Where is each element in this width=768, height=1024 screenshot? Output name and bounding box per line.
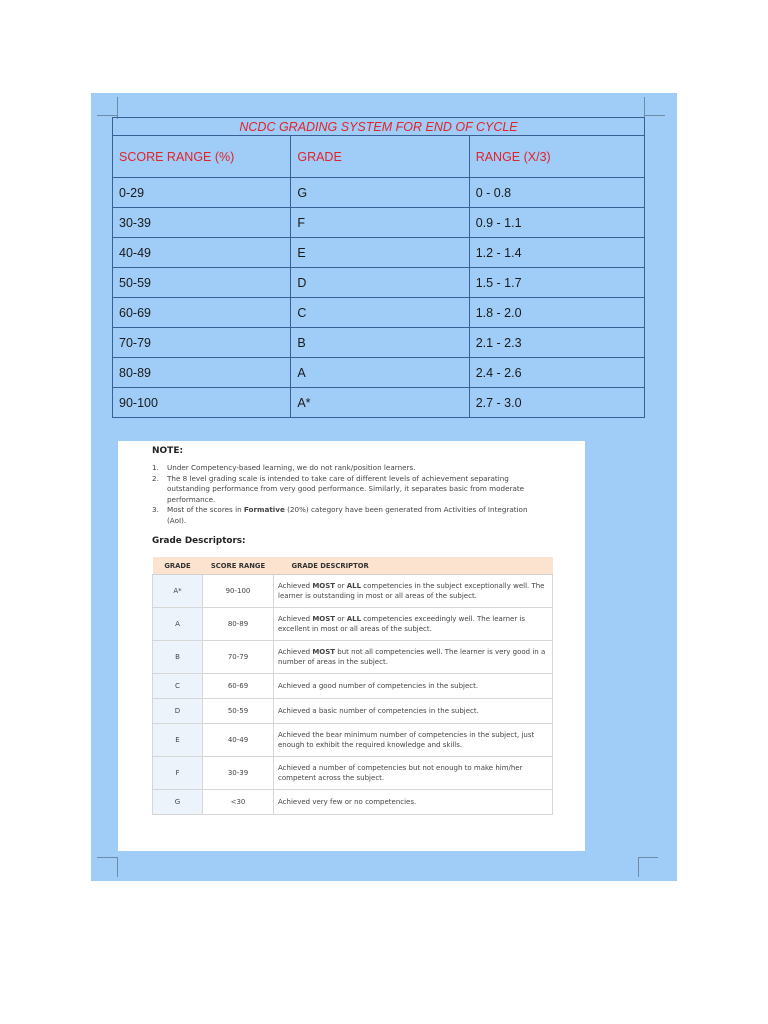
descriptor-header-grade-descriptor: GRADE DESCRIPTOR (274, 557, 553, 575)
note-item-text: Under Competency-based learning, we do not rank/position learners. (167, 463, 416, 472)
note-item (152, 474, 532, 506)
grade-descriptors-table (152, 557, 553, 815)
descriptor-grade-cell: G (153, 790, 203, 815)
score-range-cell: 70-79 (113, 328, 291, 358)
grading-table-row (113, 358, 645, 388)
crop-mark (97, 857, 117, 858)
grading-table-row (113, 328, 645, 358)
descriptor-row (153, 757, 553, 790)
column-header-grade: GRADE (291, 136, 469, 178)
range-x3-cell: 0 - 0.8 (469, 178, 644, 208)
note-item-number: 3. (152, 505, 159, 515)
descriptor-text-cell: Achieved MOST or ALL competencies exceedingly well. The learner is excellent in most or all areas of the subject. (274, 608, 553, 641)
score-range-cell: 60-69 (113, 298, 291, 328)
descriptor-text-cell: Achieved a number of competencies but not enough to make him/her competent across the subject. (274, 757, 553, 790)
descriptor-grade-cell: C (153, 674, 203, 699)
grading-table-row (113, 238, 645, 268)
descriptor-score-range-cell: 60-69 (203, 674, 274, 699)
grade-cell: G (291, 178, 469, 208)
range-x3-cell: 2.4 - 2.6 (469, 358, 644, 388)
grade-cell: A* (291, 388, 469, 418)
range-x3-cell: 2.1 - 2.3 (469, 328, 644, 358)
note-item-text-after: (20%) category have been generated from Activities of Integration (AoI). (167, 505, 528, 525)
crop-mark (638, 857, 658, 858)
descriptor-row (153, 674, 553, 699)
descriptor-grade-cell: B (153, 641, 203, 674)
descriptor-grade-cell: E (153, 724, 203, 757)
descriptor-row (153, 641, 553, 674)
descriptor-score-range-cell: <30 (203, 790, 274, 815)
descriptor-row (153, 699, 553, 724)
crop-mark (117, 97, 118, 119)
score-range-cell: 90-100 (113, 388, 291, 418)
range-x3-cell: 2.7 - 3.0 (469, 388, 644, 418)
grading-table-row (113, 268, 645, 298)
score-range-cell: 80-89 (113, 358, 291, 388)
score-range-cell: 50-59 (113, 268, 291, 298)
descriptor-score-range-cell: 70-79 (203, 641, 274, 674)
note-card (118, 441, 585, 851)
descriptor-score-range-cell: 30-39 (203, 757, 274, 790)
grade-cell: E (291, 238, 469, 268)
crop-mark (645, 115, 665, 116)
note-item (152, 505, 532, 526)
score-range-cell: 40-49 (113, 238, 291, 268)
column-header-range-x3: RANGE (X/3) (469, 136, 644, 178)
descriptor-text-cell: Achieved very few or no competencies. (274, 790, 553, 815)
score-range-cell: 0-29 (113, 178, 291, 208)
column-header-score-range: SCORE RANGE (%) (113, 136, 291, 178)
note-title: NOTE: (152, 446, 184, 456)
descriptor-text-cell: Achieved the bear minimum number of competencies in the subject, just enough to exhibit the required knowledge and skills. (274, 724, 553, 757)
note-item-text-before: Most of the scores in (167, 505, 244, 515)
note-item-bold: Formative (243, 505, 285, 515)
note-item (152, 463, 532, 474)
note-item-number: 2. (152, 473, 159, 483)
range-x3-cell: 1.5 - 1.7 (469, 268, 644, 298)
grading-table-title: NCDC GRADING SYSTEM FOR END OF CYCLE (113, 118, 645, 136)
descriptor-grade-cell: F (153, 757, 203, 790)
range-x3-cell: 0.9 - 1.1 (469, 208, 644, 238)
descriptor-grade-cell: D (153, 699, 203, 724)
descriptor-score-range-cell: 40-49 (203, 724, 274, 757)
grading-table-row (113, 208, 645, 238)
grade-cell: C (291, 298, 469, 328)
descriptor-text-cell: Achieved MOST or ALL competencies in the subject exceptionally well. The learner is outstanding in most or all areas of the subject. (274, 575, 553, 608)
grading-system-table (112, 117, 645, 418)
range-x3-cell: 1.2 - 1.4 (469, 238, 644, 268)
descriptor-grade-cell: A* (153, 575, 203, 608)
descriptor-score-range-cell: 80-89 (203, 608, 274, 641)
descriptor-score-range-cell: 50-59 (203, 699, 274, 724)
descriptor-header-score-range: SCORE RANGE (203, 557, 274, 575)
crop-mark (638, 857, 639, 877)
descriptor-header-grade: GRADE (153, 557, 203, 575)
crop-mark (97, 115, 117, 116)
descriptor-row (153, 724, 553, 757)
document-page (91, 93, 677, 881)
grade-cell: A (291, 358, 469, 388)
grading-table-row (113, 178, 645, 208)
descriptor-row (153, 575, 553, 608)
descriptor-text-cell: Achieved MOST but not all competencies well. The learner is very good in a number of areas in the subject. (274, 641, 553, 674)
note-item-number: 1. (152, 463, 159, 472)
descriptor-row (153, 790, 553, 815)
grading-table-row (113, 298, 645, 328)
descriptor-score-range-cell: 90-100 (203, 575, 274, 608)
score-range-cell: 30-39 (113, 208, 291, 238)
grade-cell: D (291, 268, 469, 298)
descriptor-text-cell: Achieved a basic number of competencies in the subject. (274, 699, 553, 724)
range-x3-cell: 1.8 - 2.0 (469, 298, 644, 328)
grade-cell: B (291, 328, 469, 358)
grade-cell: F (291, 208, 469, 238)
descriptor-row (153, 608, 553, 641)
note-item-text: The 8 level grading scale is intended to take care of different levels of achievement separating outstanding performance from very good performance. Similarly, it separates basic from moderate performance. (167, 473, 525, 504)
crop-mark (117, 857, 118, 877)
descriptor-grade-cell: A (153, 608, 203, 641)
note-list (152, 463, 532, 527)
descriptor-text-cell: Achieved a good number of competencies in the subject. (274, 674, 553, 699)
grade-descriptors-title: Grade Descriptors: (152, 536, 246, 546)
grading-table-row (113, 388, 645, 418)
